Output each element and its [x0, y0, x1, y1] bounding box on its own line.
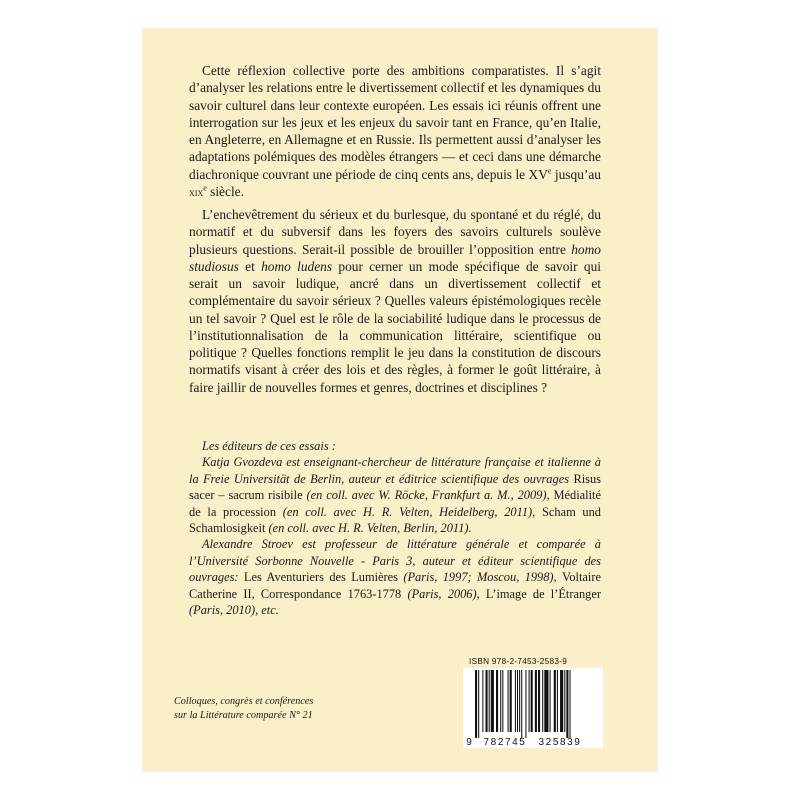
barcode-icon [463, 668, 603, 748]
isbn-barcode [463, 656, 603, 748]
barcode-digits-left: 782745 [483, 737, 527, 748]
blurb-text [189, 62, 601, 400]
series-title: Colloques, congrès et conférences sur la Littérature comparée N° 21 [174, 696, 314, 722]
blurb-paragraph-2: L’enchevêtrement du sérieux et du burlesque, du spontané et du réglé, du normatif et du subversif dans les foyers des savoirs culturels soulève plusieurs questions. Serait-il possible de brouiller l’opposition entre homo studiosus et homo ludens pour cerner un mode spécifique de savoir qui serait un savoir ludique, ancré dans un divertissement collectif et complémentaire du savoir sérieux ? Quelles valeurs épistémologiques recèle un tel savoir ? Quel est le rôle de la sociabilité ludique dans le processus de l’institutionnalisation de la communication littéraire, scientifique ou politique ? Quelles fonctions remplit le jeu dans la constitution de discours normatifs visant à créer des lois et des règles, à former le goût littéraire, à faire jaillir de nouvelles formes et genres, doctrines et disciplines ? [189, 207, 601, 395]
editor-bio-stroev: Alexandre Stroev est professeur de littérature générale et comparée à l’Université Sorbonne Nouvelle - Paris 3, auteur et éditeur scientifique des ouvrages: Les Aventuriers des Lumières (Paris, 1997; Moscou, 1998), Voltaire Catherine II, Correspondance 1763-1778 (Paris, 2006), L’image de l’Étranger (Paris, 2010), etc. [189, 537, 601, 618]
barcode-digits-right: 325839 [538, 737, 582, 748]
editor-bio-gvozdeva: Katja Gvozdeva est enseignant-chercheur de littérature française et italienne à la Freie Universität de Berlin, auteur et éditrice scientifique des ouvrages Risus sacer – sacrum risibile (en coll. avec W. Röcke, Frankfurt a. M., 2009), Médialité de la procession (en coll. avec H. R. Velten, Heidelberg, 2011), Scham und Schamlosigkeit (en coll. avec H. R. Velten, Berlin, 2011). [189, 455, 601, 536]
barcode-digit-first: 9 [466, 737, 472, 748]
editors-section [189, 438, 601, 618]
back-cover [142, 28, 658, 772]
blurb-paragraph-1: Cette réflexion collective porte des ambitions comparatistes. Il s’agit d’analyser les relations entre le divertissement collectif et les dynamiques du savoir culturel dans leur contexte européen. Les essais ici réunis offrent une interrogation sur les jeux et les enjeux du savoir tant en France, qu’en Italie, en Angleterre, en Allemagne et en Russie. Ils permettent aussi d’analyser les adaptations polémiques des modèles étrangers — et ceci dans une démarche diachronique couvrant une période de cinq cents ans, depuis le XVe jusqu’au xix$^e$ siècle. [189, 63, 601, 199]
editors-heading: Les éditeurs de ces essais : [202, 439, 336, 453]
isbn-label: ISBN 978-2-7453-2583-9 [469, 657, 568, 666]
